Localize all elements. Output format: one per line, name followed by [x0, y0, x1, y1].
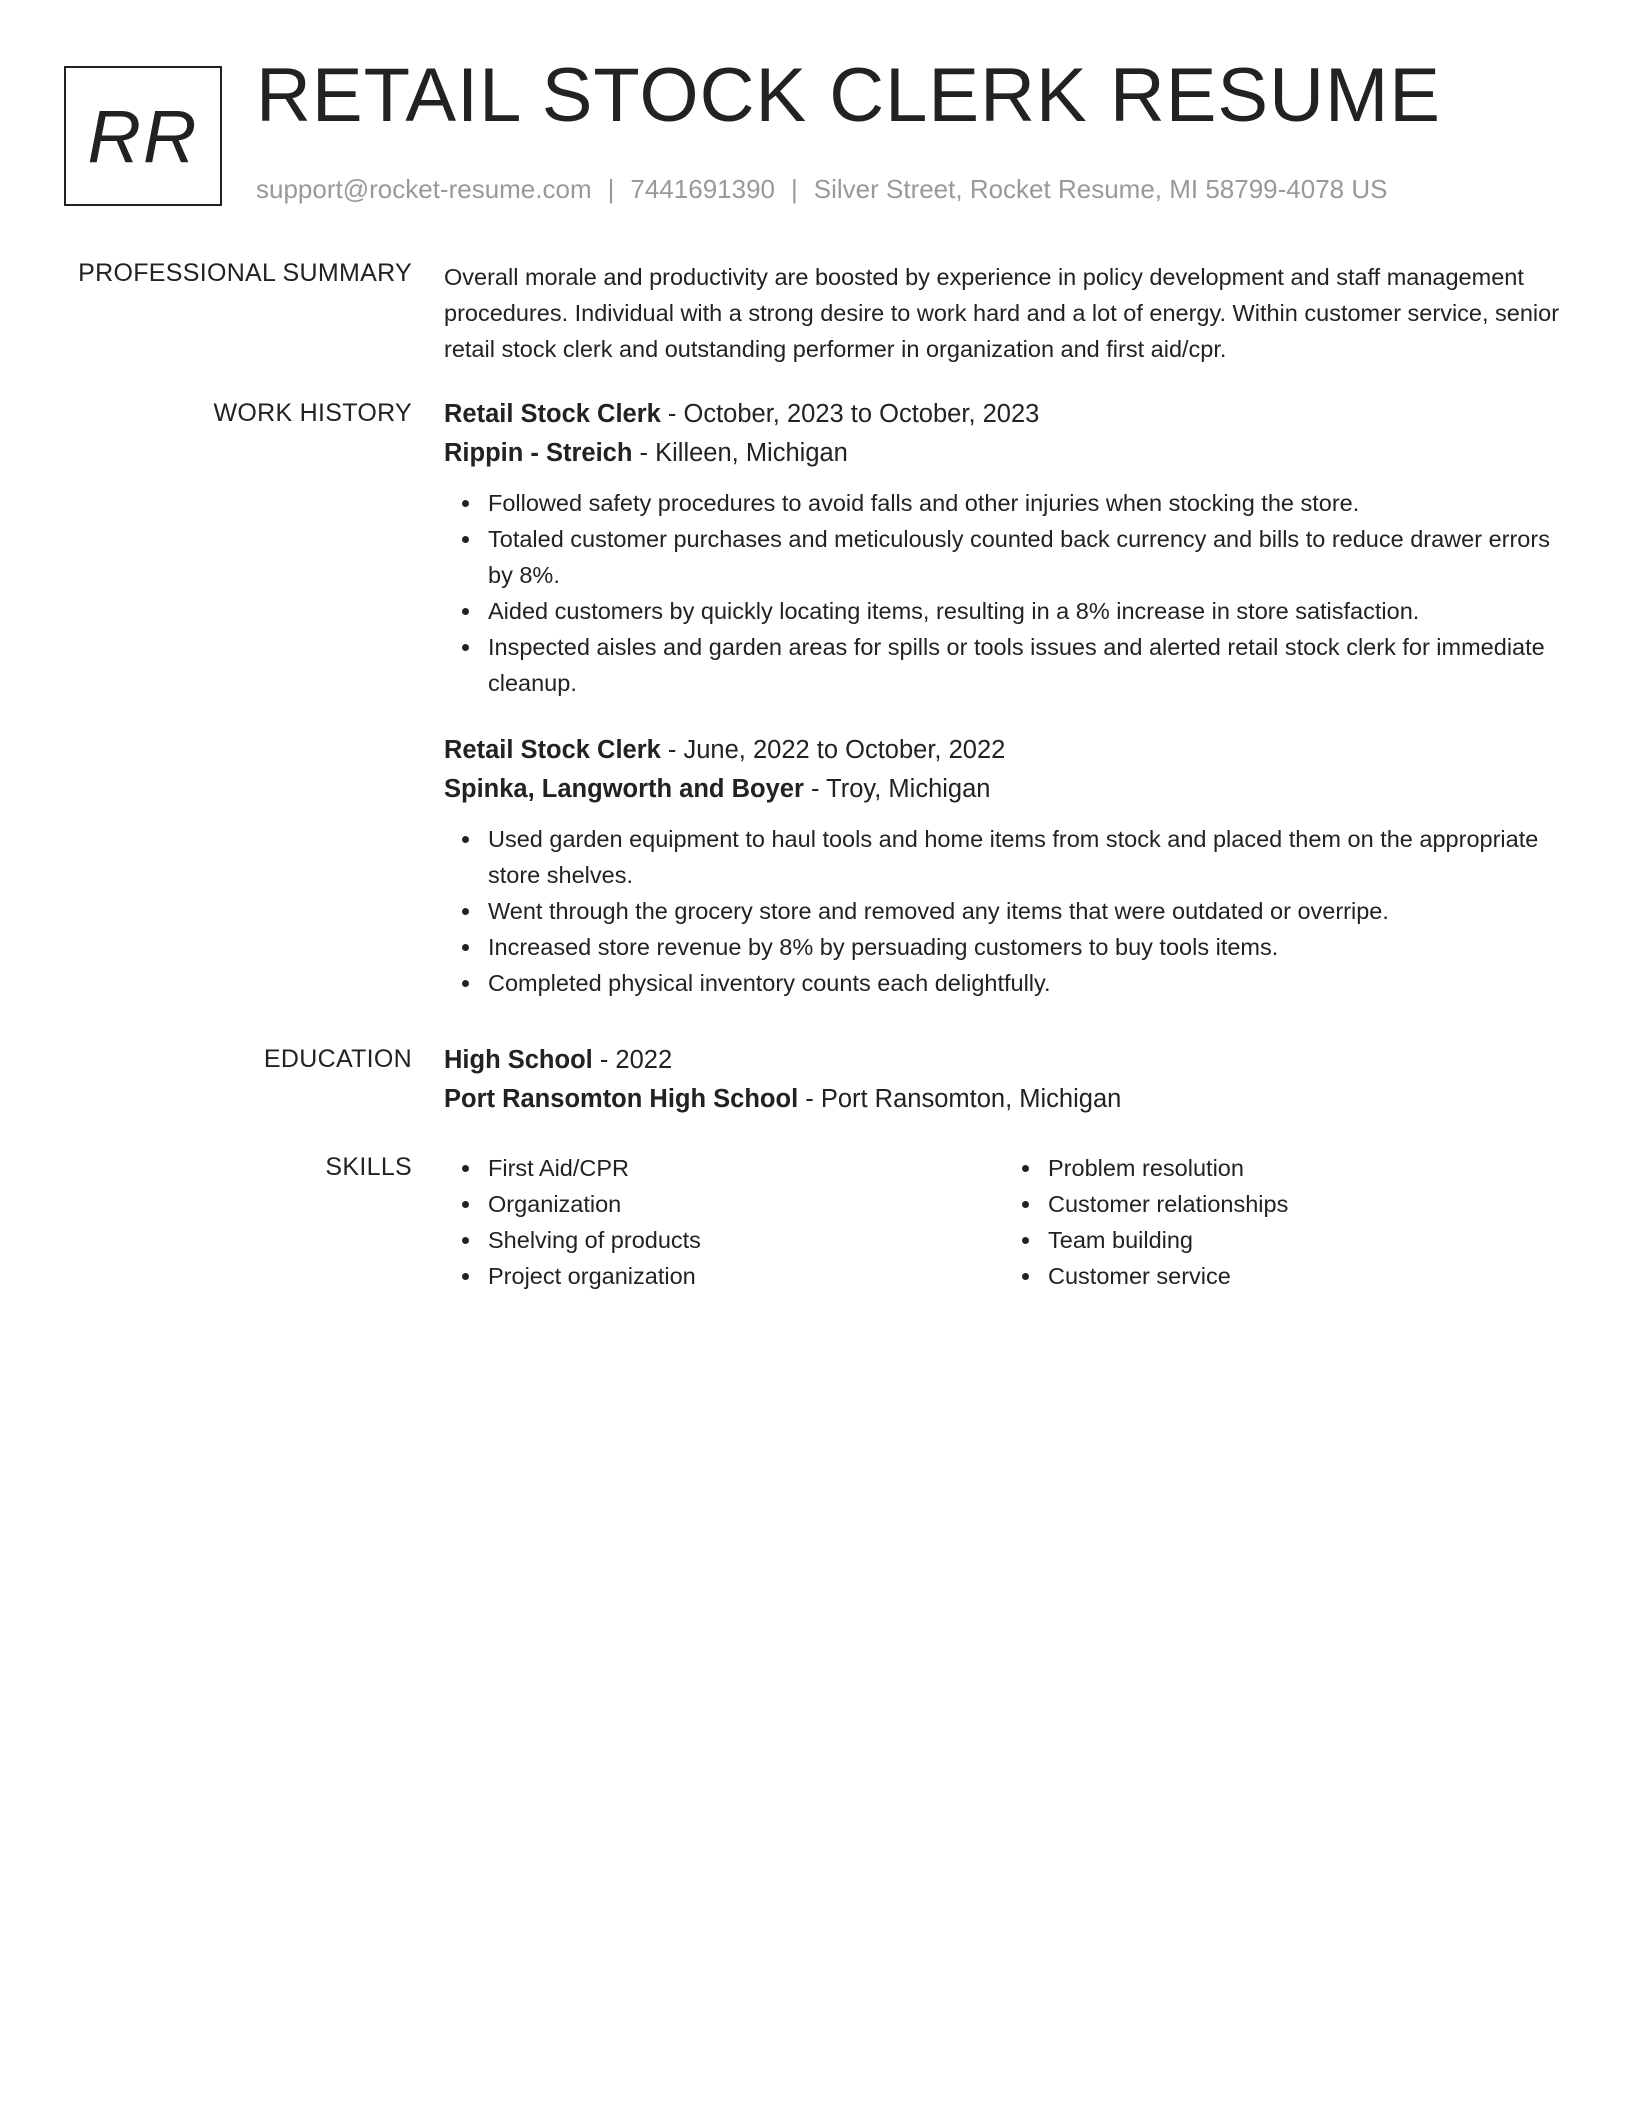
job-bullet: Aided customers by quickly locating items, resulting in a 8% increase in store satisfaction. [488, 593, 1564, 629]
job-dates: - June, 2022 to October, 2022 [660, 736, 1006, 764]
job-bullets [444, 821, 1564, 1001]
skill-item: Team building [1048, 1222, 1564, 1258]
summary-body [444, 259, 1564, 367]
job-entry [444, 395, 1564, 701]
skills-body [444, 1150, 1564, 1294]
skill-item: Customer service [1048, 1258, 1564, 1294]
skill-item: Problem resolution [1048, 1150, 1564, 1186]
contact-separator: | [607, 174, 615, 204]
job-title-line [444, 395, 1564, 434]
job-bullet: Went through the grocery store and removed any items that were outdated or overripe. [488, 893, 1564, 929]
skills-list-right [1004, 1150, 1564, 1294]
job-bullet: Used garden equipment to haul tools and home items from stock and placed them on the appropriate store shelves. [488, 821, 1564, 893]
job-title-line [444, 731, 1564, 770]
job-location: - Killeen, Michigan [632, 439, 848, 467]
skills-list-left [444, 1150, 1004, 1294]
job-bullet: Inspected aisles and garden areas for spills or tools issues and alerted retail stock clerk for immediate cleanup. [488, 629, 1564, 701]
job-company-line [444, 434, 1564, 473]
section-label-skills: SKILLS [325, 1153, 412, 1181]
contact-line [256, 174, 1387, 205]
job-location: - Troy, Michigan [803, 775, 991, 803]
skill-item: Shelving of products [488, 1222, 1004, 1258]
education-school: Port Ransomton High School [444, 1085, 799, 1113]
section-label-summary: PROFESSIONAL SUMMARY [78, 259, 412, 287]
education-year: - 2022 [592, 1046, 673, 1074]
education-location: - Port Ransomton, Michigan [798, 1085, 1122, 1113]
work-history-body [444, 395, 1564, 1001]
job-bullet: Completed physical inventory counts each delightfully. [488, 965, 1564, 1001]
job-bullets [444, 485, 1564, 701]
education-body [444, 1041, 1564, 1119]
contact-separator: | [791, 174, 798, 204]
skill-item: Organization [488, 1186, 1004, 1222]
contact-address: Silver Street, Rocket Resume, MI 58799-4078 US [813, 174, 1388, 204]
contact-phone: 7441691390 [630, 174, 775, 204]
resume-title: RETAIL STOCK CLERK RESUME [256, 53, 1441, 138]
summary-text: Overall morale and productivity are boosted by experience in policy development and staff management procedures. Individual with a strong desire to work hard and a lot of energy. Within customer service, senior retail stock clerk and outstanding performer in organization and first aid/cpr. [444, 264, 1560, 362]
skill-item: First Aid/CPR [488, 1150, 1004, 1186]
job-company-line [444, 770, 1564, 809]
job-bullet: Increased store revenue by 8% by persuading customers to buy tools items. [488, 929, 1564, 965]
section-label-work-history: WORK HISTORY [213, 399, 412, 427]
education-degree: High School [444, 1046, 593, 1074]
job-company: Rippin - Streich [444, 439, 633, 467]
job-company: Spinka, Langworth and Boyer [444, 775, 804, 803]
job-title: Retail Stock Clerk [444, 400, 661, 428]
education-school-line [444, 1080, 1564, 1119]
section-label-education: EDUCATION [263, 1045, 412, 1073]
contact-email: support@rocket-resume.com [256, 174, 592, 204]
job-entry [444, 731, 1564, 1001]
skill-item: Project organization [488, 1258, 1004, 1294]
job-dates: - October, 2023 to October, 2023 [660, 400, 1040, 428]
skill-item: Customer relationships [1048, 1186, 1564, 1222]
job-title: Retail Stock Clerk [444, 736, 661, 764]
monogram-badge [64, 66, 222, 206]
monogram-initials: RR [87, 94, 199, 178]
job-bullet: Followed safety procedures to avoid falls and other injuries when stocking the store. [488, 485, 1564, 521]
education-degree-line [444, 1041, 1564, 1080]
job-bullet: Totaled customer purchases and meticulously counted back currency and bills to reduce drawer errors by 8%. [488, 521, 1564, 593]
